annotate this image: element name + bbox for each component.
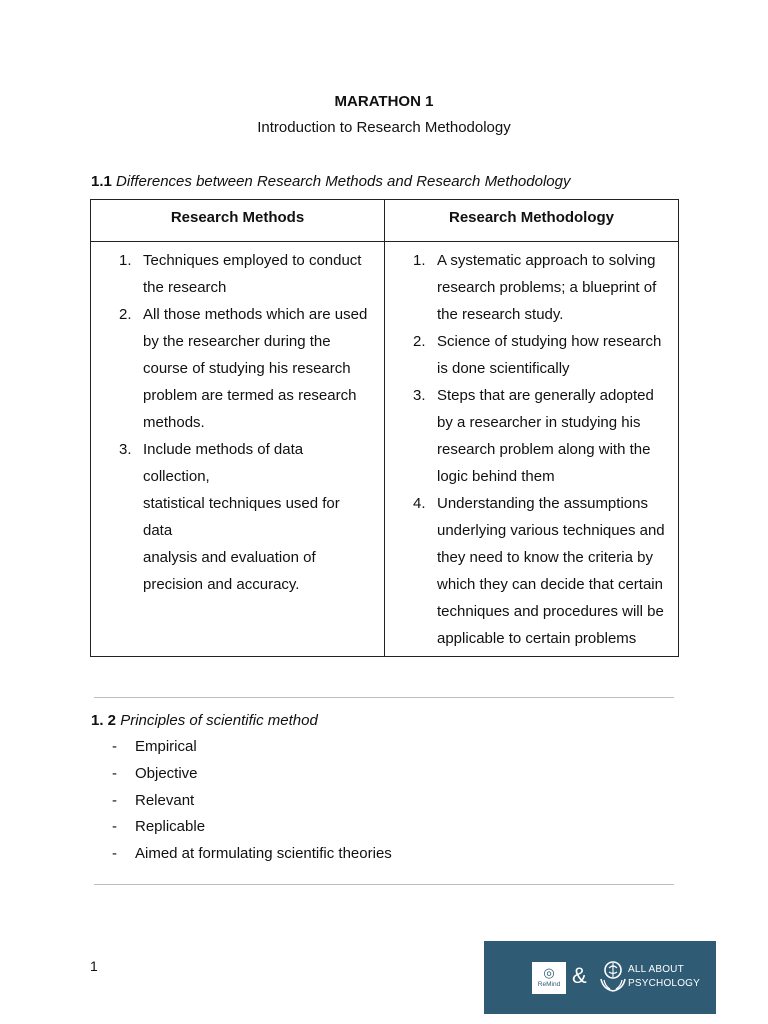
- section-2-heading: [91, 712, 318, 730]
- section-divider: [94, 884, 674, 885]
- list-item: [413, 328, 671, 382]
- list-item-line: A systematic approach to solving: [437, 252, 656, 269]
- list-item-number: 3.: [413, 387, 426, 404]
- list-item-line: Include methods of data collection,: [143, 441, 304, 485]
- section-1-title: Differences between Research Methods and Research Methodology: [116, 173, 571, 190]
- list-item-line: they need to know the criteria by: [437, 549, 653, 566]
- list-item-line: All those methods which are used: [143, 306, 368, 323]
- list-item-line: course of studying his research: [143, 360, 351, 377]
- list-item-line: by a researcher in studying his: [437, 414, 641, 431]
- bullet-dash: -: [112, 738, 117, 755]
- list-item-text: [437, 490, 671, 652]
- list-item-number: 1.: [119, 252, 132, 269]
- principle-item: [112, 788, 392, 815]
- list-item-line: problem are termed as research: [143, 387, 357, 404]
- bullet-dash: -: [112, 764, 117, 782]
- brand-banner: [484, 941, 716, 1014]
- principles-list: [112, 734, 392, 868]
- list-item-line: underlying various techniques and: [437, 522, 665, 539]
- list-item-number: 3.: [119, 441, 132, 458]
- list-item-line: is done scientifically: [437, 360, 570, 377]
- list-item-line: statistical techniques used for data: [143, 495, 340, 539]
- research-methodology-list: [413, 247, 671, 652]
- list-item-line: Understanding the assumptions: [437, 495, 648, 512]
- table-header-research-methodology: Research Methodology: [448, 209, 615, 226]
- principle-text: Empirical: [135, 738, 197, 755]
- remind-logo: [532, 962, 566, 994]
- document-title: MARATHON 1: [334, 93, 434, 110]
- list-item-number: 2.: [119, 306, 132, 323]
- list-item-text: [143, 247, 369, 301]
- principle-text: Replicable: [135, 818, 206, 836]
- principle-text: Aimed at formulating scientific theories: [135, 845, 392, 863]
- section-2-title: Principles of scientific method: [120, 712, 318, 729]
- bullet-dash: -: [112, 791, 117, 809]
- list-item-text: [143, 301, 369, 436]
- list-item-line: precision and accuracy.: [143, 576, 300, 593]
- list-item-text: [437, 328, 671, 382]
- table-column-divider: [384, 200, 385, 656]
- principle-item: [112, 734, 392, 761]
- list-item-line: applicable to certain problems: [437, 630, 637, 647]
- principle-item: [112, 814, 392, 841]
- list-item-line: logic behind them: [437, 468, 555, 485]
- list-item-text: [437, 382, 671, 490]
- list-item-line: by the researcher during the: [143, 333, 331, 350]
- list-item: [119, 247, 369, 301]
- list-item-number: 2.: [413, 333, 426, 350]
- section-1-number: 1.1: [91, 173, 112, 190]
- list-item-number: 1.: [413, 252, 426, 269]
- research-methods-list: [119, 247, 369, 598]
- section-2-number: 1. 2: [91, 712, 117, 729]
- principle-text: Relevant: [135, 791, 195, 809]
- principle-text: Objective: [135, 764, 198, 782]
- document-subtitle: Introduction to Research Methodology: [257, 119, 511, 136]
- section-divider: [94, 697, 674, 698]
- list-item-line: research problems; a blueprint of: [437, 279, 657, 296]
- list-item: [413, 382, 671, 490]
- list-item-line: Techniques employed to conduct: [143, 252, 362, 269]
- remind-label: ReMind: [537, 981, 561, 988]
- list-item-line: Science of studying how research: [437, 333, 662, 350]
- list-item-text: [437, 247, 671, 328]
- list-item-text: [143, 436, 369, 598]
- list-item: [413, 247, 671, 328]
- brain-hands-icon: [598, 959, 628, 995]
- list-item-line: Steps that are generally adopted: [437, 387, 654, 404]
- list-item: [413, 490, 671, 652]
- ampersand: &: [572, 963, 587, 988]
- list-item: [119, 436, 369, 598]
- principle-item: [112, 761, 392, 788]
- list-item-line: analysis and evaluation of: [143, 549, 316, 566]
- table-header-divider: [91, 241, 678, 242]
- bullet-dash: -: [112, 845, 117, 863]
- list-item-line: the research: [143, 279, 227, 296]
- all-about-psychology-logo-text: [628, 963, 700, 991]
- list-item-line: methods.: [143, 414, 205, 431]
- table-header-research-methods: Research Methods: [170, 209, 305, 226]
- list-item-number: 4.: [413, 495, 426, 512]
- section-1-heading: [91, 173, 570, 191]
- comparison-table: [90, 199, 679, 657]
- list-item-line: the research study.: [437, 306, 564, 323]
- spiral-icon: ◎: [543, 965, 555, 980]
- aap-line-1: ALL ABOUT: [628, 964, 684, 975]
- bullet-dash: -: [112, 818, 117, 836]
- list-item: [119, 301, 369, 436]
- aap-line-2: PSYCHOLOGY: [628, 978, 701, 989]
- list-item-line: which they can decide that certain: [437, 576, 663, 593]
- list-item-line: research problem along with the: [437, 441, 651, 458]
- principle-item: [112, 841, 392, 868]
- list-item-line: techniques and procedures will be: [437, 603, 664, 620]
- page-number: 1: [90, 958, 98, 974]
